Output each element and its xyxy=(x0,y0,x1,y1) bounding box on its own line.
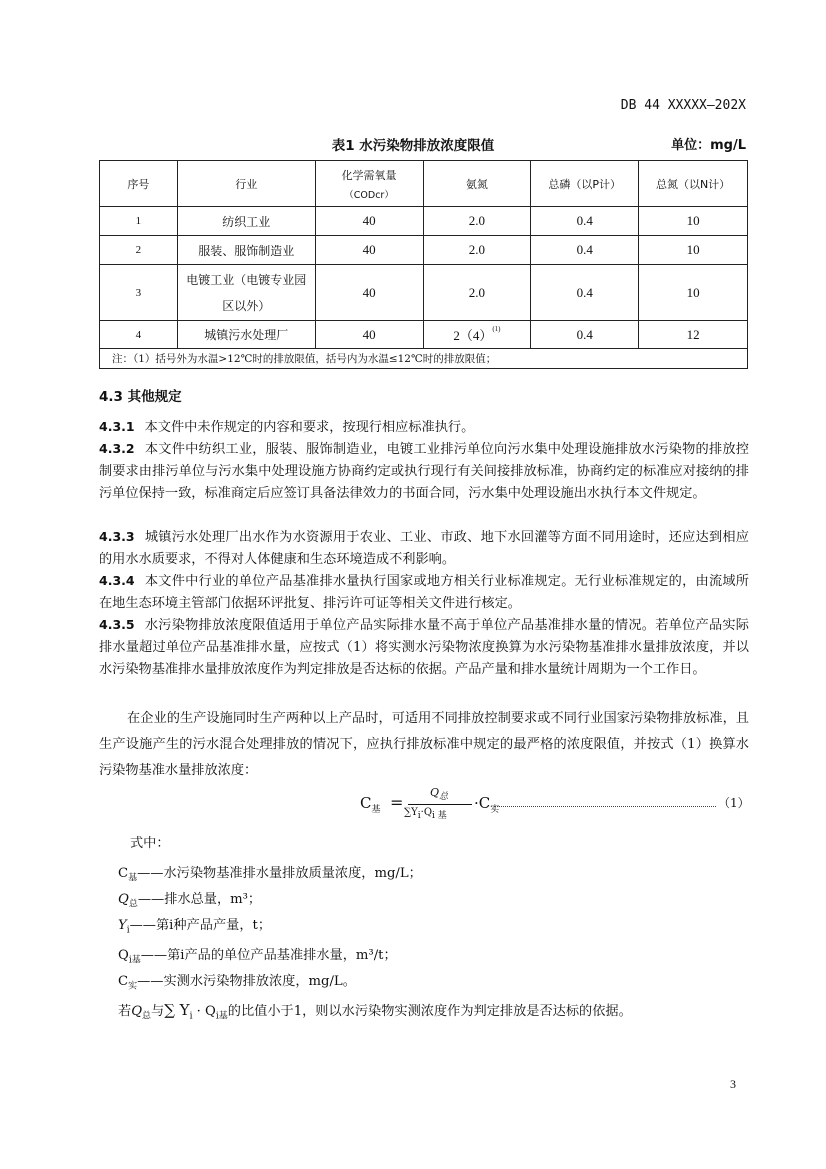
def-text: ——第i产品的单位产品基准排水量，m³/t； xyxy=(140,948,397,963)
col-header-line: 化学需氧量 xyxy=(341,168,397,182)
cell-tn: 12 xyxy=(639,321,748,349)
cell-tp: 0.4 xyxy=(531,265,639,321)
def-symbol: Q xyxy=(118,948,129,963)
col-header: 行业 xyxy=(177,161,315,207)
table-note: 注：（1）括号外为水温>12℃时的排放限值，括号内为水温≤12℃时的排放限值； xyxy=(100,349,748,369)
nh3-value: 2（4） xyxy=(453,328,493,343)
closing-symbol-sub: i基 xyxy=(215,1011,228,1022)
def-symbol-sub: i基 xyxy=(128,955,141,966)
formula-num-sub: 总 xyxy=(439,792,449,803)
def-text: ——实测水污染物排放浓度，mg/L。 xyxy=(137,974,356,989)
clause-text: 水污染物排放浓度限值适用于单位产品实际排水量不高于单位产品基准排水量的情况。若单位产品实际排水量超过单位产品基准排水量，应按式（1）将实测水污染物浓度换算为水污染物基准排水量排放浓度，并以水污染物基准排水量排放浓度作为判定排放是否达标的依据。产品产量和排水量统计周期为一个工作日。 xyxy=(99,618,749,677)
clause-number: 4.3.3 xyxy=(99,529,135,544)
page-number: 3 xyxy=(730,1077,736,1091)
closing-sum-sub: i xyxy=(189,1011,193,1022)
definition-item xyxy=(118,914,271,936)
closing-symbol: · Q xyxy=(192,1004,216,1019)
clause-number: 4.3.1 xyxy=(99,419,135,434)
cell-industry: 纺织工业 xyxy=(177,207,315,236)
document-code: DB 44 XXXXX—202X xyxy=(620,98,746,113)
clause-text: 城镇污水处理厂出水作为水资源用于农业、工业、市政、地下水回灌等方面不同用途时，还应达到相应的用水水质要求，不得对人体健康和生态环境造成不利影响。 xyxy=(99,530,749,567)
cell-seq: 1 xyxy=(100,207,178,236)
col-header: 总磷（以P计） xyxy=(531,161,639,207)
formula-rhs-symbol: ·C xyxy=(474,794,491,812)
def-text: ——水污染物基准排水量排放质量浓度，mg/L； xyxy=(137,866,422,881)
formula-num-symbol: Q xyxy=(429,786,439,799)
def-symbol: C xyxy=(118,974,129,989)
equation-number: （1） xyxy=(718,796,750,810)
closing-text: 若 xyxy=(118,1004,132,1019)
clause-text: 本文件中未作规定的内容和要求，按现行相应标准执行。 xyxy=(144,420,475,435)
def-text: ——排水总量，m³； xyxy=(137,892,262,907)
table-row xyxy=(100,321,748,349)
formula-denominator xyxy=(404,807,447,821)
table-caption: 表1 水污染物排放浓度限值 xyxy=(331,138,495,154)
section-title: 4.3 其他规定 xyxy=(99,389,182,405)
cell-nh3: 2.0 xyxy=(423,265,531,321)
cell-nh3 xyxy=(423,321,531,349)
cell-cod: 40 xyxy=(315,207,423,236)
formula-den-symbol: ∑Y xyxy=(404,807,418,818)
clause-4-3-4 xyxy=(99,570,749,615)
closing-sum-symbol: ∑ Y xyxy=(164,1001,190,1019)
formula-den2-symbol: ·Q xyxy=(420,807,433,818)
equals-sign: = xyxy=(390,793,404,812)
footnote-marker: (1) xyxy=(492,325,501,333)
cell-tn: 10 xyxy=(639,236,748,265)
dot-leader xyxy=(494,806,716,807)
closing-sentence xyxy=(118,1000,632,1022)
body-paragraph: 在企业的生产设施同时生产两种以上产品时，可适用不同排放控制要求或不同行业国家污染物排放标准，且生产设施产生的污水混合处理排放的情况下，应执行排放标准中规定的最严格的浓度限值，并按式（1）换算水污染物基准水量排放浓度： xyxy=(99,711,749,778)
formula-lhs-sub: 基 xyxy=(371,805,381,815)
formula-lhs-symbol: C xyxy=(360,794,372,812)
cell-seq: 4 xyxy=(100,321,178,349)
formula-den2-sub: i 基 xyxy=(432,811,447,821)
formula-1 xyxy=(360,786,750,822)
where-intro: 式中： xyxy=(130,836,170,851)
def-symbol-sub: 基 xyxy=(128,873,138,884)
table-row xyxy=(100,265,748,321)
cell-cod: 40 xyxy=(315,236,423,265)
def-symbol-sub: 总 xyxy=(128,899,138,910)
cell-tp: 0.4 xyxy=(531,236,639,265)
cell-tn: 10 xyxy=(639,265,748,321)
table-row xyxy=(100,207,748,236)
def-symbol: C xyxy=(118,866,129,881)
cell-cod: 40 xyxy=(315,265,423,321)
cell-tp: 0.4 xyxy=(531,321,639,349)
col-header: 序号 xyxy=(100,161,178,207)
closing-text: 的比值小于1，则以水污染物实测浓度作为判定排放是否达标的依据。 xyxy=(227,1004,632,1019)
formula-numerator xyxy=(408,786,470,802)
table-note-row xyxy=(100,349,748,369)
formula-rhs-sub: 实 xyxy=(490,805,500,815)
cell-tn: 10 xyxy=(639,207,748,236)
formula-den-sub: i xyxy=(417,811,421,821)
fraction-bar xyxy=(408,804,472,805)
table-row xyxy=(100,236,748,265)
clause-4-3-3 xyxy=(99,526,749,571)
col-header xyxy=(315,161,423,207)
col-header: 氨氮 xyxy=(423,161,531,207)
clause-text: 本文件中纺织工业，服装、服饰制造业，电镀工业排污单位向污水集中处理设施排放水污染物的排放控制要求由排污单位与污水集中处理设施方协商约定或执行现行有关间接排放标准，协商约定的标准应对接纳的排污单位保持一致，标准商定后应签订具备法律效力的书面合同，污水集中处理设施出水执行本文件规定。 xyxy=(99,442,749,501)
cell-seq: 2 xyxy=(100,236,178,265)
def-symbol-sub: i xyxy=(126,925,130,936)
cell-tp: 0.4 xyxy=(531,207,639,236)
def-symbol: Y xyxy=(118,918,127,933)
def-text: ——第i种产品产量，t； xyxy=(129,918,272,933)
cell-nh3: 2.0 xyxy=(423,236,531,265)
definition-item xyxy=(118,888,261,910)
definition-item xyxy=(118,970,356,992)
cell-seq: 3 xyxy=(100,265,178,321)
clause-number: 4.3.2 xyxy=(99,441,135,456)
table-unit: 单位：mg/L xyxy=(671,138,746,153)
definition-item xyxy=(118,862,422,884)
def-symbol-sub: 实 xyxy=(128,981,138,992)
def-symbol: Q xyxy=(118,892,129,907)
col-header: 总氮（以N计） xyxy=(639,161,748,207)
formula-lhs xyxy=(360,794,381,815)
cell-cod: 40 xyxy=(315,321,423,349)
table-header-row xyxy=(100,161,748,207)
closing-text: 与 xyxy=(151,1004,165,1019)
clause-4-3-1 xyxy=(99,416,749,439)
clause-4-3-2 xyxy=(99,438,749,505)
emission-limits-table xyxy=(99,160,748,369)
cell-nh3: 2.0 xyxy=(423,207,531,236)
closing-symbol-sub: 总 xyxy=(142,1011,152,1022)
closing-symbol: Q xyxy=(131,1004,142,1019)
cell-industry: 服装、服饰制造业 xyxy=(177,236,315,265)
clause-text: 本文件中行业的单位产品基准排水量执行国家或地方相关行业标准规定。无行业标准规定的，由流域所在地生态环境主管部门依据环评批复、排污许可证等相关文件进行核定。 xyxy=(99,574,749,611)
clause-number: 4.3.4 xyxy=(99,573,135,588)
formula-rhs xyxy=(474,794,499,815)
definition-item xyxy=(118,944,397,966)
clause-4-3-5 xyxy=(99,614,749,681)
cell-industry: 电镀工业（电镀专业园区以外） xyxy=(177,265,315,321)
col-header-line: （CODcr） xyxy=(344,189,394,201)
cell-industry: 城镇污水处理厂 xyxy=(177,321,315,349)
clause-number: 4.3.5 xyxy=(99,617,135,632)
